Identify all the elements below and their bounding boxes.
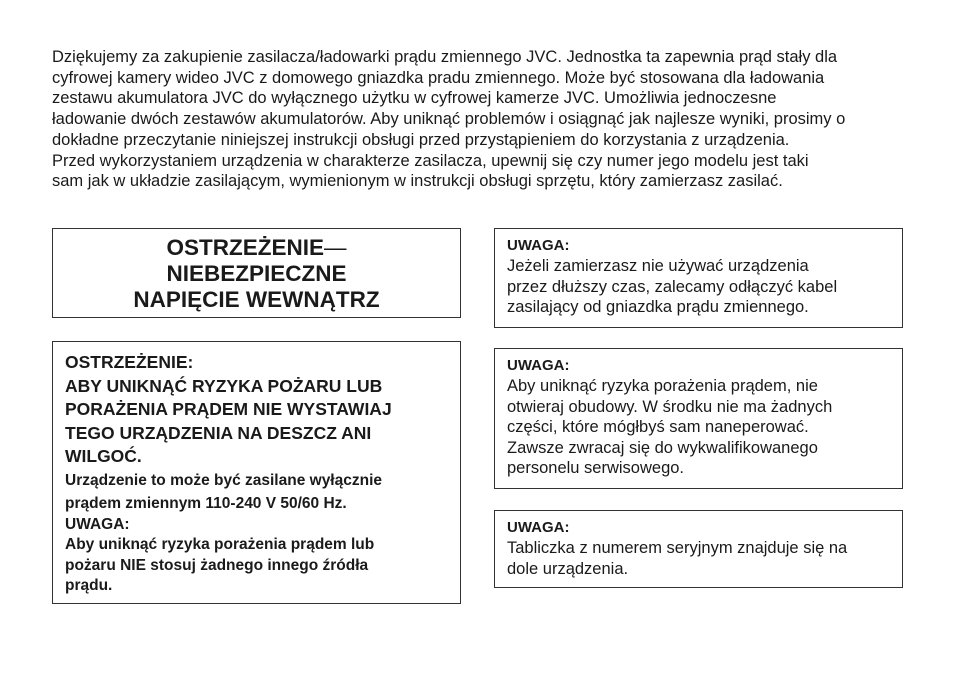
warning-heading-line: ABY UNIKNĄĆ RYZYKA POŻARU LUB [65,375,383,396]
warning-heading-line: PORAŻENIA PRĄDEM NIE WYSTAWIAJ [65,399,392,419]
intro-line: ładowanie dwóch zestawów akumulatorów. Aby uniknąć problemów i osiągnąć jak najlesze wyniki, prosimy o [52,110,846,129]
intro-line: Dziękujemy za zakupienie zasilacza/ładowarki prądu zmiennego JVC. Jednostka ta zapewnia prąd stały dla [52,48,838,66]
note-heading: UWAGA: [507,357,570,374]
warning-box [52,341,461,604]
note-line: personelu serwisowego. [507,459,685,478]
note-box-service [494,348,903,489]
danger-voltage-box [52,228,461,318]
caution-line: prądu. [65,577,113,594]
intro-line: Przed wykorzystaniem urządzenia w charakterze zasilacza, upewnij się czy numer jego modelu jest taki [52,151,809,170]
intro-line: zestawu akumulatora JVC do wyłącznego użytku w cyfrowej kamerze JVC. Umożliwia jednoczesne [52,89,777,108]
danger-line2: NIEBEZPIECZNE [166,261,347,286]
note-line: Zawsze zwracaj się do wykwalifikowanego [507,438,818,457]
note-line: części, które mógłbyś sam naneperować. [507,418,809,437]
intro-text [52,47,912,192]
note-line: zasilający od gniazdka prądu zmiennego. [507,298,809,317]
note-heading: UWAGA: [507,237,570,254]
note-heading: UWAGA: [507,519,570,536]
danger-line3: NAPIĘCIE WEWNĄTRZ [133,287,380,312]
danger-dash: — [324,235,347,260]
power-spec-line: prądem zmiennym 110-240 V 50/60 Hz. [65,494,347,512]
note-line: Tabliczka z numerem seryjnym znajduje się na [507,539,848,557]
note-line: Aby uniknąć ryzyka porażenia prądem, nie [507,377,818,395]
intro-line: cyfrowej kamery wideo JVC z domowego gniazdka pradu zmiennego. Może być stosowana dla ładowania [52,68,825,87]
note-line: otwieraj obudowy. W środku nie ma żadnych [507,397,833,416]
intro-line: dokładne przeczytanie niniejszej instrukcji obsługi przed przystąpieniem do korzystania z urządzenia. [52,130,790,149]
note-box-serial [494,510,903,588]
note-line: Jeżeli zamierzasz nie używać urządzenia [507,257,809,275]
note-box-unplug [494,228,903,328]
danger-title [53,235,460,261]
danger-title-word: OSTRZEŻENIE [166,235,324,260]
intro-line: sam jak w układzie zasilającym, wymienionym w instrukcji obsługi sprzętu, który zamierzasz zasilać. [52,172,783,191]
caution-line: UWAGA: [65,515,130,533]
warning-heading-line: OSTRZEŻENIE: [65,352,194,372]
power-spec-line: Urządzenie to może być zasilane wyłącznie [65,471,383,489]
caution-line: Aby uniknąć ryzyka porażenia prądem lub [65,536,375,553]
note-line: przez dłuższy czas, zalecamy odłączyć kabel [507,277,838,296]
note-line: dole urządzenia. [507,559,629,578]
caution-line: pożaru NIE stosuj żadnego innego źródła [65,556,369,574]
warning-heading-line: TEGO URZĄDZENIA NA DESZCZ ANI [65,422,372,443]
warning-heading-line: WILGOĆ. [65,446,142,466]
